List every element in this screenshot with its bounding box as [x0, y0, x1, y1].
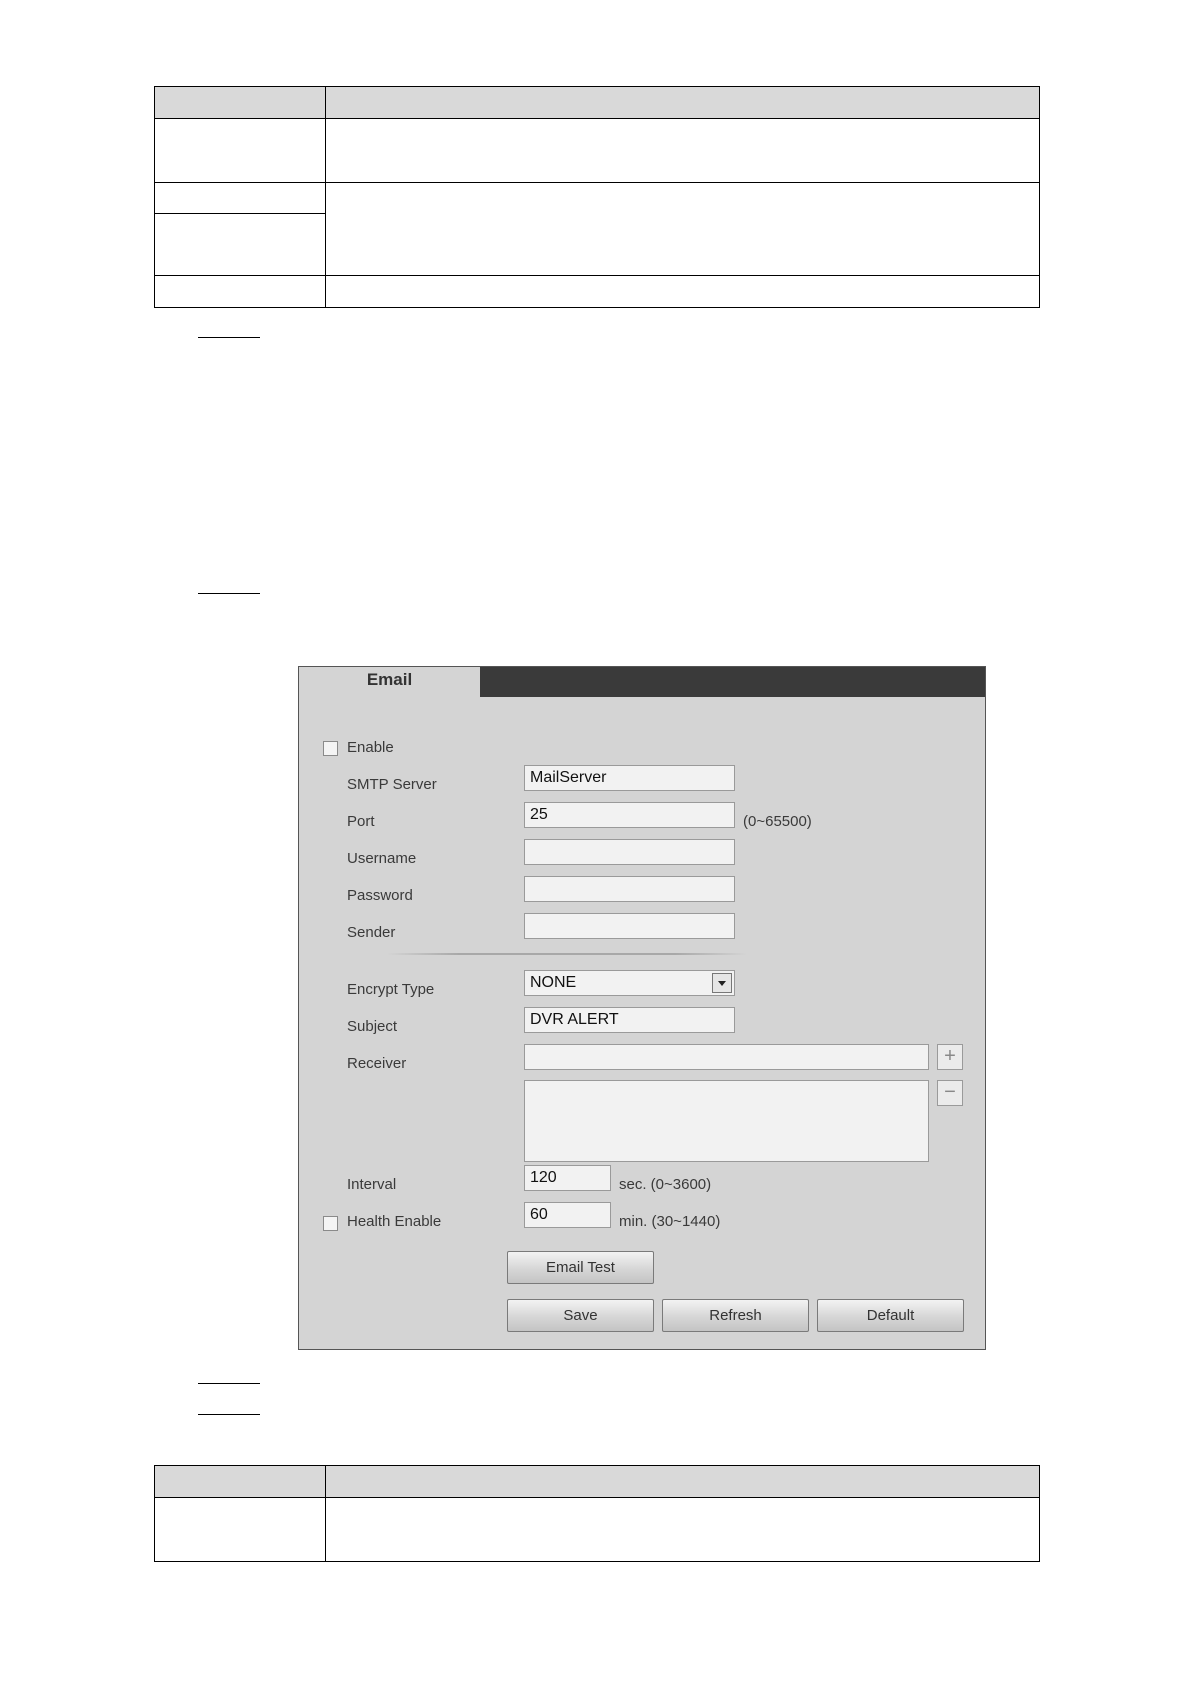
add-receiver-button[interactable] [937, 1044, 963, 1070]
table-cell [155, 183, 326, 214]
port-label: Port [347, 813, 375, 830]
table-cell [155, 276, 326, 308]
chevron-down-icon[interactable] [712, 973, 732, 993]
bottom-parameter-table [154, 1465, 1040, 1562]
refresh-button[interactable]: Refresh [662, 1299, 809, 1332]
table-header-cell [155, 87, 326, 119]
section-divider [387, 953, 747, 955]
tab-email[interactable]: Email [299, 667, 480, 698]
encrypt-type-value: NONE [530, 974, 577, 991]
health-enable-checkbox[interactable] [323, 1216, 338, 1231]
health-enable-label: Health Enable [347, 1213, 442, 1230]
step-marker [198, 1414, 260, 1415]
minus-icon: − [944, 1081, 956, 1103]
table-cell [155, 119, 326, 183]
save-button[interactable]: Save [507, 1299, 654, 1332]
encrypt-type-label: Encrypt Type [347, 981, 435, 998]
subject-label: Subject [347, 1018, 398, 1035]
enable-label: Enable [347, 739, 394, 756]
table-cell [326, 119, 1040, 183]
email-test-button[interactable]: Email Test [507, 1251, 654, 1284]
table-header-cell [326, 1466, 1040, 1498]
interval-label: Interval [347, 1176, 397, 1193]
table-cell [326, 276, 1040, 308]
port-input[interactable]: 25 [524, 802, 735, 828]
receiver-input[interactable] [524, 1044, 929, 1070]
step-marker [198, 337, 260, 338]
table-cell [155, 214, 326, 276]
password-input[interactable] [524, 876, 735, 902]
sender-label: Sender [347, 924, 396, 941]
sender-input[interactable] [524, 913, 735, 939]
health-unit-hint: min. (30~1440) [619, 1213, 721, 1230]
enable-checkbox[interactable] [323, 741, 338, 756]
default-button[interactable]: Default [817, 1299, 964, 1332]
encrypt-type-select[interactable] [524, 970, 735, 996]
receiver-label: Receiver [347, 1055, 407, 1072]
table-header-cell [155, 1466, 326, 1498]
remove-receiver-button[interactable] [937, 1080, 963, 1106]
interval-input[interactable]: 120 [524, 1165, 611, 1191]
receiver-list[interactable] [524, 1080, 929, 1162]
username-label: Username [347, 850, 417, 867]
username-input[interactable] [524, 839, 735, 865]
table-header-cell [326, 87, 1040, 119]
subject-input[interactable]: DVR ALERT [524, 1007, 735, 1033]
step-marker [198, 1383, 260, 1384]
interval-unit-hint: sec. (0~3600) [619, 1176, 712, 1193]
email-settings-panel [298, 666, 986, 1350]
password-label: Password [347, 887, 413, 904]
table-cell [326, 1498, 1040, 1562]
smtp-server-label: SMTP Server [347, 776, 437, 793]
smtp-server-input[interactable]: MailServer [524, 765, 735, 791]
table-cell [155, 1498, 326, 1562]
health-interval-input[interactable]: 60 [524, 1202, 611, 1228]
top-parameter-table [154, 86, 1040, 308]
table-cell [326, 183, 1040, 276]
port-range-hint: (0~65500) [743, 813, 812, 830]
plus-icon: + [944, 1045, 956, 1067]
step-marker [198, 593, 260, 594]
